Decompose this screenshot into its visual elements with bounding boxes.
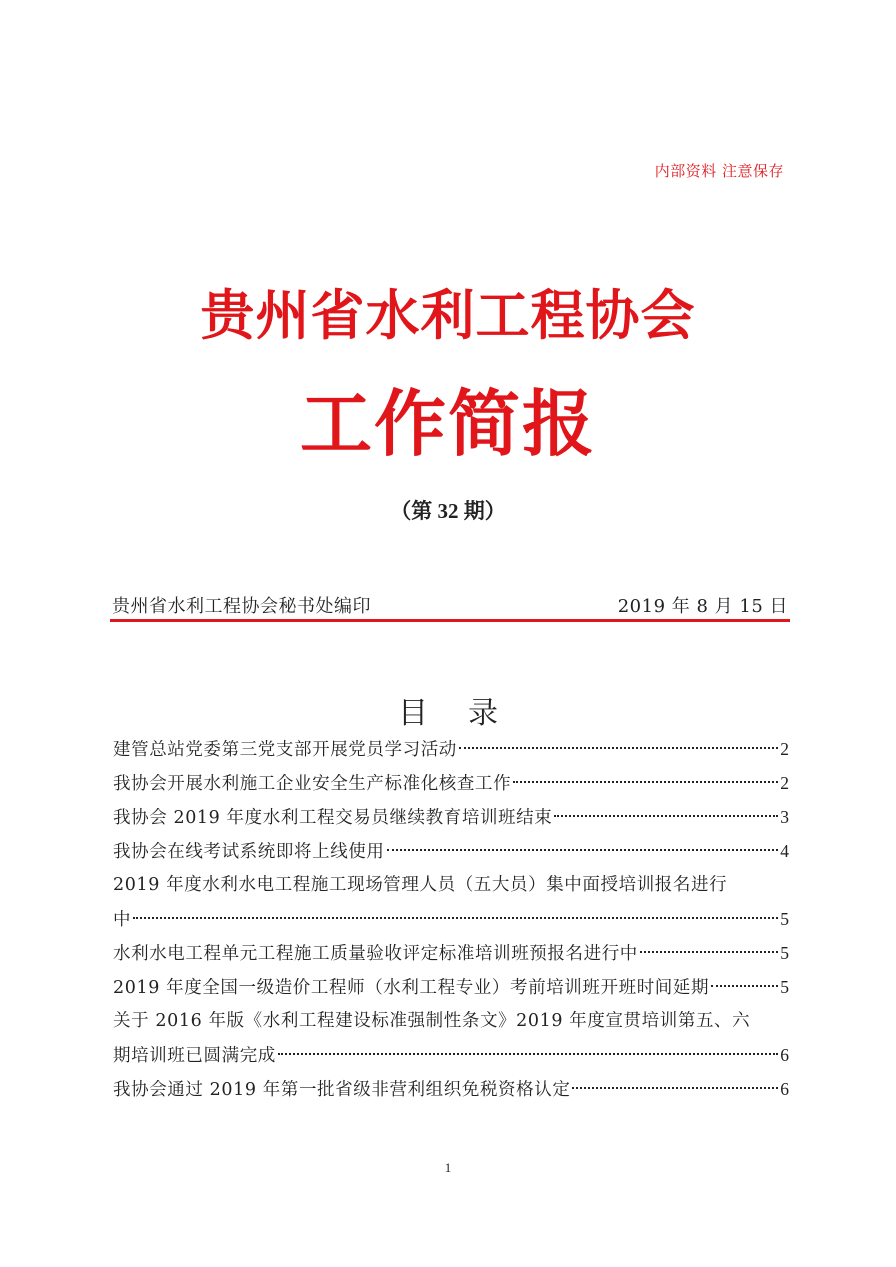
- org-title: 贵州省水利工程协会: [200, 283, 696, 347]
- toc-entry[interactable]: [113, 1072, 789, 1106]
- toc-entry-page: 6: [780, 1079, 789, 1099]
- toc-entry-title: 建管总站党委第三党支部开展党员学习活动: [113, 740, 457, 760]
- toc-dot-leader: [711, 984, 778, 987]
- toc-entry-title: 我协会在线考试系统即将上线使用: [113, 842, 385, 862]
- toc-entry-page: 4: [780, 841, 789, 861]
- toc-entry-title: 水利水电工程单元工程施工质量验收评定标准培训班预报名进行中: [113, 944, 638, 964]
- toc-dot-leader: [513, 780, 778, 783]
- toc-entry-page: 3: [780, 807, 789, 827]
- toc-dot-leader: [387, 848, 779, 851]
- toc-dot-leader: [640, 950, 778, 953]
- toc-entry-title: 期培训班已圆满完成: [113, 1046, 276, 1066]
- publication-date: 2019 年 8 月 15 日: [617, 596, 788, 617]
- toc-entry-text-line1[interactable]: 2019 年度水利水电工程施工现场管理人员（五大员）集中面授培训报名进行: [113, 875, 728, 895]
- toc-entry[interactable]: [113, 834, 789, 868]
- toc-dot-leader: [459, 746, 778, 749]
- toc-dot-leader: [133, 916, 778, 919]
- publisher: 贵州省水利工程协会秘书处编印: [112, 596, 371, 617]
- toc-entry[interactable]: [113, 800, 789, 834]
- page-number: 1: [444, 1160, 452, 1175]
- toc-entry-title: 中: [113, 910, 132, 930]
- toc-entry[interactable]: [113, 1038, 789, 1072]
- toc-dot-leader: [572, 1086, 778, 1089]
- table-of-contents: [113, 732, 789, 1106]
- publication-meta: [112, 592, 788, 618]
- toc-entry[interactable]: [113, 766, 789, 800]
- toc-entry[interactable]: [113, 732, 789, 766]
- confidential-note: 内部资料 注意保存: [654, 162, 784, 180]
- issue-number: （第 32 期）: [390, 499, 506, 523]
- toc-entry-text-line1[interactable]: 关于 2016 年版《水利工程建设标准强制性条文》2019 年度宣贯培训第五、六: [113, 1011, 751, 1031]
- header-divider: [110, 619, 790, 622]
- toc-entry-page: 5: [780, 909, 789, 929]
- toc-entry[interactable]: [113, 936, 789, 970]
- toc-entry-page: 2: [780, 773, 789, 793]
- toc-dot-leader: [278, 1052, 778, 1055]
- toc-entry-page: 6: [780, 1045, 789, 1065]
- toc-entry-title: 我协会 2019 年度水利工程交易员继续教育培训班结束: [113, 808, 553, 828]
- toc-entry[interactable]: [113, 902, 789, 936]
- toc-entry-page: 5: [780, 943, 789, 963]
- toc-entry[interactable]: [113, 970, 789, 1004]
- toc-entry-page: 5: [780, 977, 789, 997]
- toc-entry-title: 我协会通过 2019 年第一批省级非营利组织免税资格认定: [113, 1080, 571, 1100]
- toc-heading: 目录: [398, 696, 538, 731]
- toc-dot-leader: [554, 814, 778, 817]
- toc-entry-title: 2019 年度全国一级造价工程师（水利工程专业）考前培训班开班时间延期: [113, 978, 710, 998]
- bulletin-title: 工作简报: [299, 381, 596, 466]
- toc-entry-title: 我协会开展水利施工企业安全生产标准化核查工作: [113, 774, 512, 794]
- toc-entry-page: 2: [780, 739, 789, 759]
